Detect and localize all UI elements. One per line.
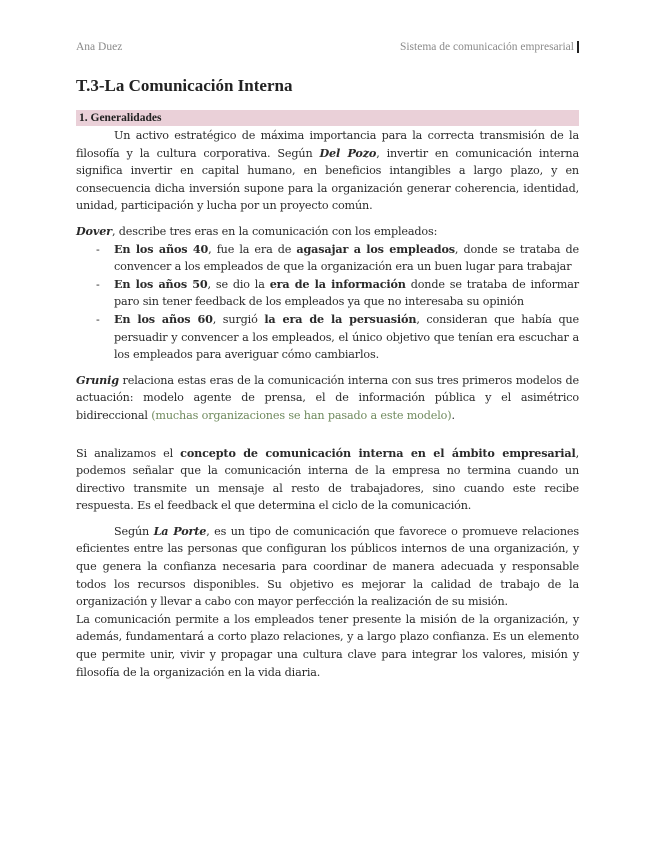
grunig-note: (muchas organizaciones se han pasado a este modelo) bbox=[151, 408, 452, 422]
section-heading: 1. Generalidades bbox=[76, 110, 579, 126]
paragraph-intro: Un activo estratégico de máxima importancia para la correcta transmisión de la filosofía y la cultura corporativa. Según Del Pozo, invertir en comunicación interna significa invertir en capital humano, en beneficios intangibles a largo plazo, y en consecuencia dicha inversión supone para la organización generar coherencia, identidad, unidad, participación y lucha por un proyecto común. bbox=[76, 129, 579, 213]
header-bar bbox=[577, 41, 579, 53]
header-right bbox=[400, 41, 579, 53]
eras-list bbox=[76, 241, 579, 364]
paragraph-concept: Si analizamos el concepto de comunicación interna en el ámbito empresarial, podemos señalar que la comunicación interna de la empresa no termina cuando un directivo transmite un mensaje al resto de trabajadores, sino cuando este recibe respuesta. Es el feedback el que determina el ciclo de la comunicación. bbox=[76, 445, 579, 513]
header-author: Ana Duez bbox=[76, 41, 123, 53]
list-item: - En los años 60, surgió la era de la persuasión, consideran que había que persuadir y convencer a los empleados, el único objetivo que tenían era escuchar a los empleados para averiguar cómo cambiarlos. bbox=[96, 311, 580, 362]
paragraph-dover: Dover, describe tres eras en la comunicación con los empleados: bbox=[76, 223, 438, 238]
list-item: - En los años 50, se dio la era de la información donde se trataba de informar paro sin tener feedback de los empleados ya que no interesaba su opinión bbox=[96, 276, 579, 309]
page-header bbox=[76, 36, 579, 58]
paragraph-mission: La comunicación permite a los empleados tener presente la misión de la organización, y además, fundamentará a corto plazo relaciones, y a largo plazo confianza. Es un elemento que permite unir, vivir y propagar una cultura clave para integrar los valores, misión y filosofía de la organización en la vida diaria. bbox=[76, 612, 579, 679]
list-item: - En los años 40, fue la era de agasajar a los empleados, donde se trataba de convencer a los empleados de que la organización era un buen lugar para trabajar bbox=[96, 241, 579, 274]
page-title: T.3-La Comunicación Interna bbox=[76, 76, 293, 95]
paragraph-la-porte: Según La Porte, es un tipo de comunicación que favorece o promueve relaciones eficientes entre las personas que configuran los públicos internos de una organización, y que genera la confianza necesaria para coordinar de manera adecuada y responsable todos los recursos disponibles. Su objetivo es mejorar la calidad de trabajo de la organización y llevar a cabo con mayor perfección la realización de su misión. bbox=[76, 523, 579, 609]
header-subject: Sistema de comunicación empresarial bbox=[399, 41, 574, 53]
paragraph-grunig: Grunig relaciona estas eras de la comunicación interna con sus tres primeros modelos de actuación: modelo agente de prensa, el de información pública y el asimétrico bidireccional (muchas organizaciones se han pasado a este modelo). bbox=[76, 372, 579, 422]
